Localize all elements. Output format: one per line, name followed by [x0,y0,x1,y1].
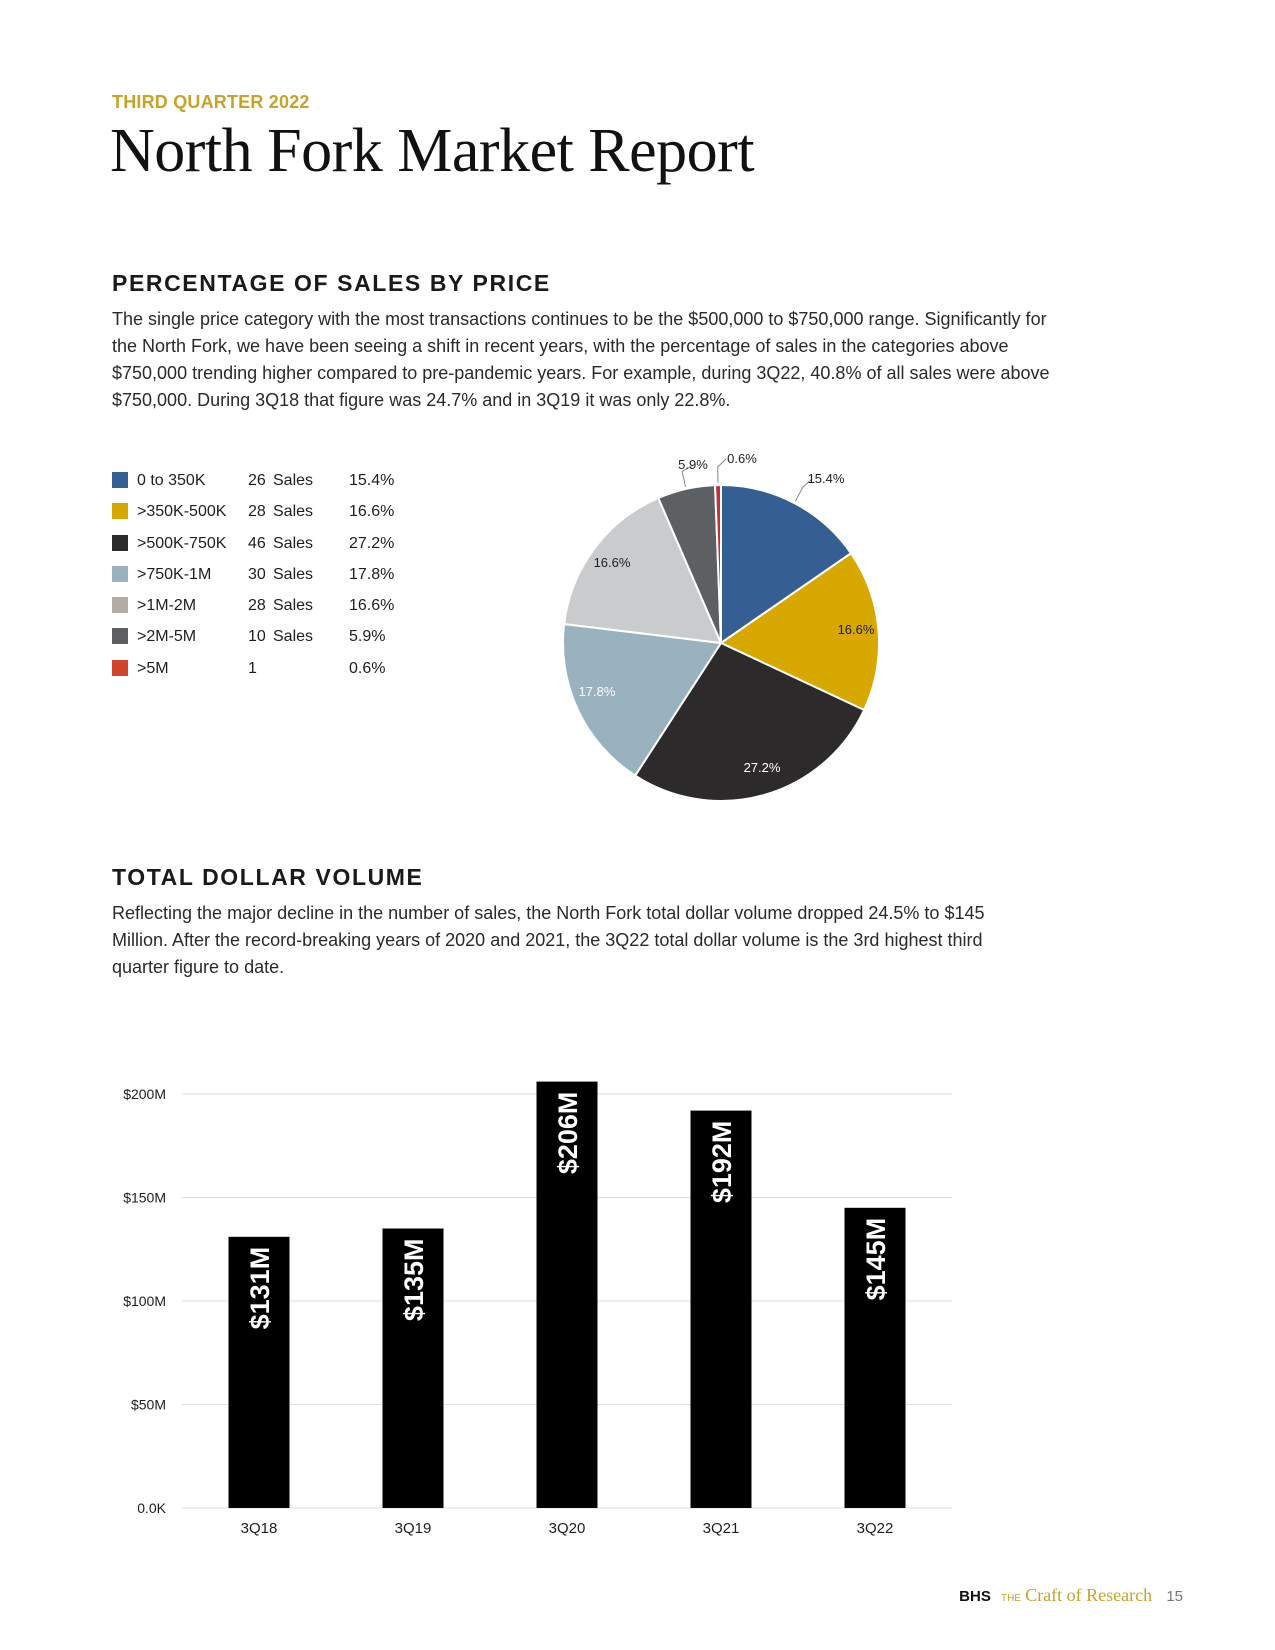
legend-unit: Sales [273,628,314,646]
y-tick-label: $150M [123,1189,166,1206]
page-title: North Fork Market Report [110,117,755,185]
legend-unit: Sales [273,472,314,489]
footer-brand: BHS [959,1588,991,1605]
legend-percent: 0.6% [349,659,386,677]
pie-data-label: 17.8% [578,684,616,699]
x-tick-label: 3Q18 [240,1520,278,1537]
legend-percent: 27.2% [349,534,395,552]
legend-count: 28 [248,597,266,615]
legend-percent: 16.6% [349,503,395,521]
footer-the: THE [1001,1593,1022,1604]
legend-unit: Sales [273,503,314,521]
legend-count: 30 [248,565,266,583]
report-eyebrow: THIRD QUARTER 2022 [112,92,310,112]
legend-unit: Sales [273,534,314,552]
pie-data-label: 27.2% [743,760,781,775]
legend-label: >1M-2M [137,597,197,615]
legend-label: >350K-500K [137,503,227,521]
legend-count: 1 [248,659,257,677]
bar-data-label: $135M [399,1238,429,1322]
legend-count: 10 [248,628,266,646]
dollar-volume-heading: TOTAL DOLLAR VOLUME [112,864,424,890]
x-tick-label: 3Q22 [856,1520,894,1537]
legend-percent: 15.4% [349,472,395,489]
legend-unit: Sales [273,565,314,583]
dollar-volume-body: Reflecting the major decline in the number of sales, the North Fork total dollar volume dropped 24.5% to $145 Million. After the record-breaking years of 2020 and 2021, the 3Q22 total dollar volume is the 3rd highest third quarter figure to date. [112,903,985,977]
y-tick-label: 0.0K [137,1500,166,1516]
legend-percent: 16.6% [349,597,395,615]
bar-data-label: $192M [707,1120,737,1204]
x-tick-label: 3Q21 [702,1520,740,1537]
page-footer [959,1585,1183,1606]
pie-data-label: 15.4% [807,471,845,486]
legend-count: 28 [248,503,266,521]
legend-label: >750K-1M [137,565,212,583]
bar-data-label: $145M [861,1217,891,1301]
legend-label: 0 to 350K [137,472,206,489]
legend-percent: 5.9% [349,628,386,646]
page-number: 15 [1166,1588,1183,1605]
footer-tagline: Craft of Research [1025,1585,1153,1605]
y-tick-label: $50M [130,1396,166,1413]
legend-count: 46 [248,534,266,552]
pie-data-label: 5.9% [678,457,708,472]
legend-unit: Sales [273,597,314,615]
pie-data-label: 0.6% [727,451,757,466]
legend-label: >500K-750K [137,534,227,552]
x-tick-label: 3Q19 [394,1520,432,1537]
legend-label: >2M-5M [137,628,197,646]
x-tick-label: 3Q20 [548,1520,586,1537]
legend-count: 26 [248,472,266,489]
pie-data-label: 16.6% [593,555,631,570]
bar-data-label: $206M [553,1091,583,1175]
legend-label: >5M [137,659,169,677]
legend-percent: 17.8% [349,565,395,583]
y-tick-label: $100M [123,1293,166,1309]
y-tick-label: $200M [123,1086,166,1102]
pie-data-label: 16.6% [837,622,875,637]
sales-by-price-heading: PERCENTAGE OF SALES BY PRICE [112,270,551,296]
bar-data-label: $131M [245,1246,275,1330]
sales-by-price-body: The single price category with the most transactions continues to be the $500,000 to $750,000 range. Significantly for the North Fork, we have been seeing a shift in recent years, with the percentage of sales in the categories above $750,000 trending higher compared to pre-pandemic years. For example, during 3Q22, 40.8% of all sales were above $750,000. During 3Q18 that figure was 24.7% and in 3Q19 it was only 22.8%. [112,309,1050,410]
